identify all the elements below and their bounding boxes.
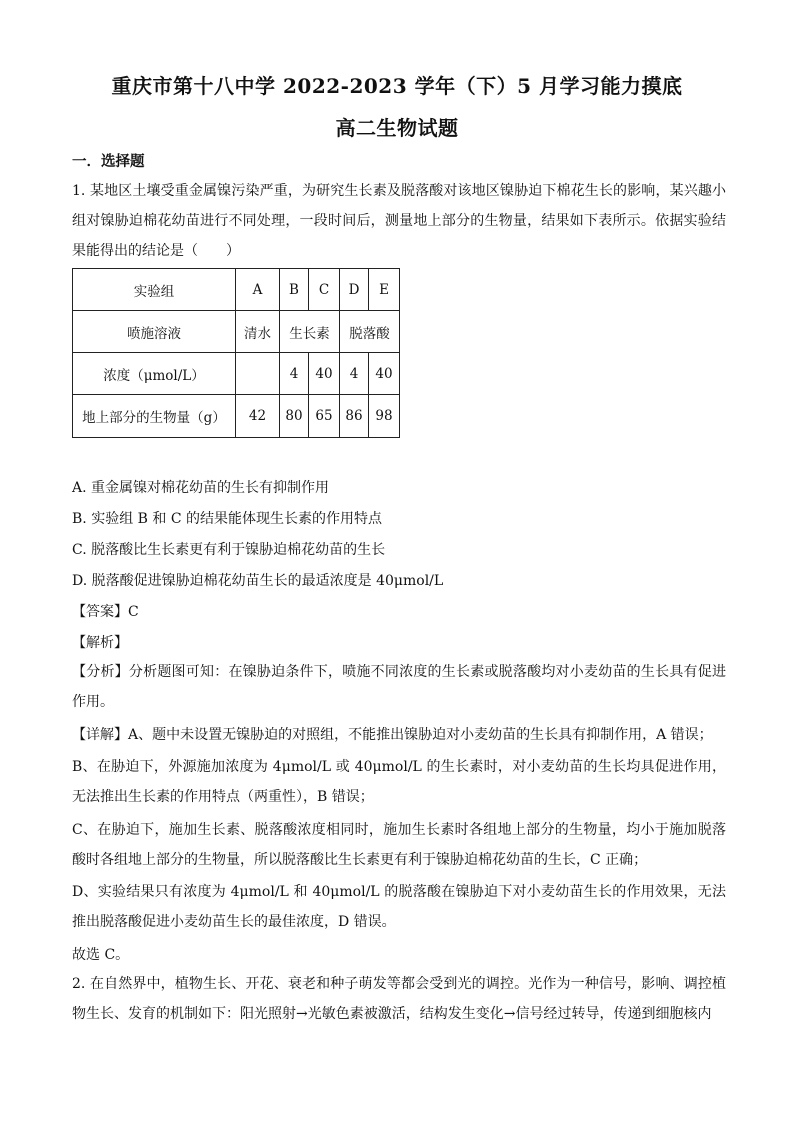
table-cell: 实验组 xyxy=(73,269,236,311)
analysis-fenxi: 【分析】分析题图可知：在镍胁迫条件下，喷施不同浓度的生长素或脱落酸均对小麦幼苗的生长具有促进作用。 xyxy=(72,664,726,710)
answer-line: 【答案】C xyxy=(72,604,139,620)
option-a: A. 重金属镍对棉花幼苗的生长有抑制作用 xyxy=(72,480,330,496)
section-heading: 一．选择题 xyxy=(72,153,145,170)
table-cell: 4 xyxy=(340,353,369,395)
table-cell: 98 xyxy=(369,395,400,438)
table-cell: 40 xyxy=(369,353,400,395)
table-cell: 65 xyxy=(309,395,340,438)
table-cell: 喷施溶液 xyxy=(73,311,236,353)
exam-subtitle: 高二生物试题 xyxy=(335,116,459,140)
detail-a: 【详解】A、题中未设置无镍胁迫的对照组，不能推出镍胁迫对小麦幼苗的生长具有抑制作用，A 错误； xyxy=(72,727,713,743)
table-row xyxy=(73,395,400,438)
table-row xyxy=(73,353,400,395)
table-cell: 脱落酸 xyxy=(340,311,400,353)
conclusion: 故选 C。 xyxy=(72,947,130,963)
table-cell xyxy=(236,353,280,395)
detail-b: B、在胁迫下，外源施加浓度为 4μmol/L 或 40μmol/L 的生长素时，对小麦幼苗的生长均具促进作用，无法推出生长素的作用特点（两重性），B 错误； xyxy=(72,759,726,805)
table-cell: 42 xyxy=(236,395,280,438)
experiment-table xyxy=(72,268,400,438)
table-cell: 80 xyxy=(280,395,309,438)
option-d: D. 脱落酸促进镍胁迫棉花幼苗生长的最适浓度是 40μmol/L xyxy=(72,573,444,589)
table-cell: 地上部分的生物量（g） xyxy=(73,395,236,438)
table-cell: E xyxy=(369,269,400,311)
table-cell: C xyxy=(309,269,340,311)
detail-c: C、在胁迫下，施加生长素、脱落酸浓度相同时，施加生长素时各组地上部分的生物量，均小于施加脱落酸时各组地上部分的生物量，所以脱落酸比生长素更有利于镍胁迫棉花幼苗的生长，C 正确； xyxy=(72,822,726,868)
table-cell: D xyxy=(340,269,369,311)
table-row xyxy=(73,311,400,353)
table-row xyxy=(73,269,400,311)
option-b: B. 实验组 B 和 C 的结果能体现生长素的作用特点 xyxy=(72,511,382,527)
exam-title: 重庆市第十八中学 2022-2023 学年（下）5 月学习能力摸底 xyxy=(111,74,683,98)
option-c: C. 脱落酸比生长素更有利于镍胁迫棉花幼苗的生长 xyxy=(72,542,386,558)
question-1-stem: 1. 某地区土壤受重金属镍污染严重，为研究生长素及脱落酸对该地区镍胁迫下棉花生长的影响，某兴趣小组对镍胁迫棉花幼苗进行不同处理，一段时间后，测量地上部分的生物量，结果如下表所示。依据实验结果能得出的结论是（ ） xyxy=(72,183,726,259)
table-cell: B xyxy=(280,269,309,311)
detail-d: D、实验结果只有浓度为 4μmol/L 和 40μmol/L 的脱落酸在镍胁迫下对小麦幼苗生长的作用效果，无法推出脱落酸促进小麦幼苗生长的最佳浓度，D 错误。 xyxy=(72,884,726,930)
table-cell: 86 xyxy=(340,395,369,438)
table-cell: 清水 xyxy=(236,311,280,353)
table-cell: A xyxy=(236,269,280,311)
question-2-stem: 2. 在自然界中，植物生长、开花、衰老和种子萌发等都会受到光的调控。光作为一种信号，影响、调控植物生长、发育的机制如下：阳光照射→光敏色素被激活，结构发生变化→信号经过转导，传递到细胞核内 xyxy=(72,976,726,1022)
table-cell: 40 xyxy=(309,353,340,395)
analysis-label: 【解析】 xyxy=(72,635,128,651)
table-cell: 浓度（μmol/L） xyxy=(73,353,236,395)
table-cell: 4 xyxy=(280,353,309,395)
table-cell: 生长素 xyxy=(280,311,340,353)
